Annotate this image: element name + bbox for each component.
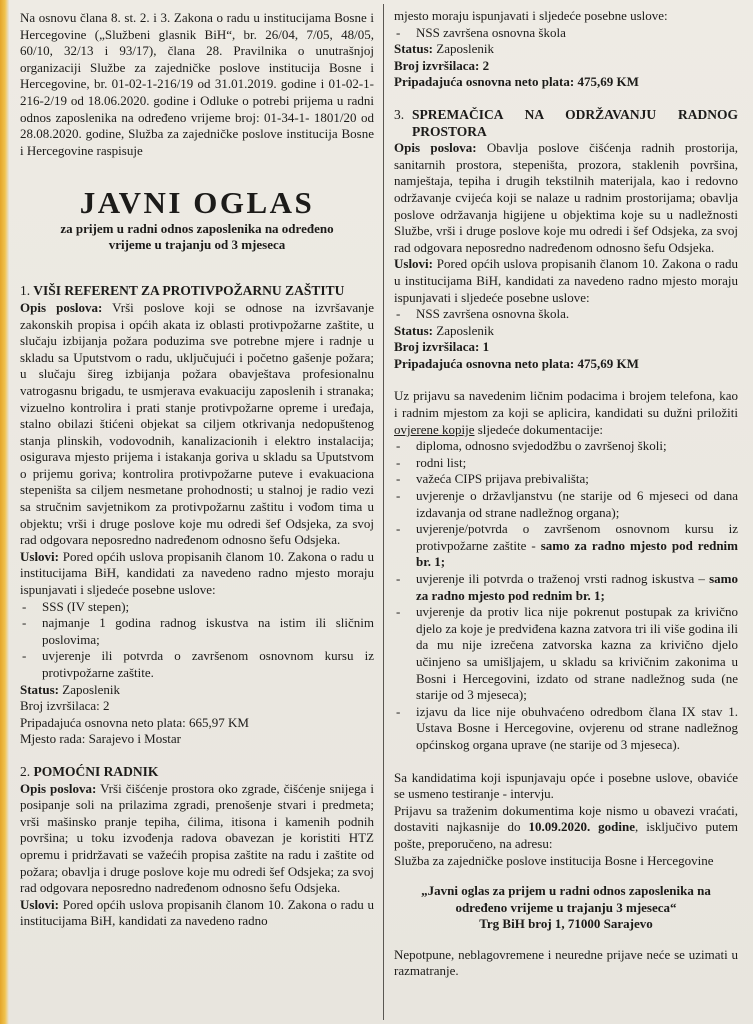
doc-bold-text: samo za radno mjesto pod rednim br. 1; — [416, 571, 738, 603]
section-2-number: 2. — [20, 763, 31, 779]
section-1-location: Mjesto rada: Sarajevo i Mostar — [20, 731, 182, 747]
section-2-status — [394, 41, 738, 58]
section-2-uslovi-label: Uslovi: — [20, 896, 59, 912]
doc-text: važeća CIPS prijava prebivališta; — [416, 471, 589, 487]
envelope-line-2: određeno vrijeme u trajanju 3 mjeseca“ — [455, 899, 677, 915]
title-block — [20, 185, 374, 253]
list-item: - uvjerenje ili potvrda o završenom osnovnom kursu iz protivpožarne zaštite. — [20, 648, 374, 681]
list-item — [394, 571, 738, 604]
section-2-salary: Pripadajuća osnovna neto plata: 475,69 KM — [394, 74, 639, 90]
list-item — [394, 438, 738, 455]
section-3-opis-label: Opis poslova: — [394, 140, 477, 156]
section-2-count: Broj izvršilaca: 2 — [394, 57, 490, 73]
section-1-opis-label: Opis poslova: — [20, 299, 103, 315]
section-1-status-value: Zaposlenik — [59, 681, 121, 697]
section-1-number: 1. — [20, 283, 31, 299]
section-1-status-label: Status: — [20, 681, 60, 697]
spacer — [394, 91, 738, 103]
documents-intro-a: Uz prijavu sa navedenim ličnim podacima i brojem telefona, kao i radnim mjestom za koji se aplicira, kandidati su dužni priložiti — [394, 388, 738, 421]
section-3 — [394, 107, 738, 373]
section-2-conditions-continued: mjesto moraju ispunjavati i sljedeće posebne uslove: — [394, 8, 668, 23]
section-3-status-value: Zaposlenik — [433, 322, 495, 338]
section-1-status — [20, 682, 374, 699]
section-2-conditions-intro — [20, 897, 374, 930]
section-2 — [20, 764, 374, 930]
section-3-description — [394, 140, 738, 256]
section-3-conditions-intro — [394, 256, 738, 306]
list-item: - najmanje 1 godina radnog iskustva na istim ili sličnim poslovima; — [20, 615, 374, 648]
section-2-title: POMOĆNI RADNIK — [33, 763, 159, 779]
column-divider — [383, 4, 384, 1020]
section-1-uslovi-text: Pored općih uslova propisanih članom 10. Zakona o radu u institucijama BiH, kandidati za navedeno radno mjesto moraju ispunjavati i sljedeće posebne uslove: — [20, 548, 374, 598]
page-edge — [0, 0, 9, 1024]
subtitle-line-1: za prijem u radni odnos zaposlenika na određeno — [60, 221, 334, 237]
section-3-opis-text: Obavlja poslove čišćenja radnih prostorija, sanitarnih prostora, stepeništa, prozora, staklenih površina, namještaja, tepiha i drugih tekstilnih materijala, kao i redovno održavanje cvijeća koji se nalaze u radnim prostorijama; obavlja poslove održavanja higijene u objektima koje su u nadležnosti Službe, vrši i druge poslove koje mu odredi i šef Odsjeka, za svoj rad odgovara neposredno nadređenom odnosno šefu Odsjeka. — [394, 140, 738, 255]
deadline-text-c: , isključivo putem pošte, preporučeno, na adresu: — [394, 819, 738, 851]
deadline-text-a: Prijavu sa traženim dokumentima koje nismo u obavezi vraćati, dostaviti najkasnije do — [394, 802, 738, 835]
final-note: Nepotpune, neblagovremene i neuredne prijave neće se uzimati u razmatranje. — [394, 946, 738, 979]
section-1 — [20, 283, 374, 748]
section-3-uslovi-label: Uslovi: — [394, 256, 433, 272]
section-3-count: Broj izvršilaca: 1 — [394, 339, 490, 355]
announcement-title: JAVNI OGLAS — [79, 185, 315, 221]
closing-deadline — [394, 803, 738, 853]
spacer — [394, 933, 738, 947]
section-3-status-label: Status: — [394, 322, 434, 338]
section-1-opis-text: Vrši poslove koji se odnose na izvršavanje zakonskih propisa i općih akata iz oblasti protivpožarne zaštite, u slučaju izbijanja požara poduzima sve potrebne mjere i radnje u skladu sa Uputstvom o radu, uključujući i početno gašenje požara; u slučaju šireg izbijanja požara obavještava profesionalnu vatrogasnu brigadu, te usmjerava evakuaciju zaposlenih i stranaka; vizuelno kontrolira i prati stanje protivpožarne opreme i uređaja, stalno obilazi štićeni objekat sa ciljem otkrivanja nedopuštenog stanja plinskih, vodovodnih, kanalizacionih i elektro instalacija; osigurava mjesto prijema i istakanja goriva u skladu sa Uputstvom o prijemu goriva; kontrolira protivpožarne puteve i evakuaciona stepeništa sa ciljem nesmetane prohodnosti; u stalnoj je radio vezi sa stručnim savjetnikom za protivpožarnu zaštitu i vođom tima u objektu; vrši i druge poslove koje mu odredi šef Odsjeka, za svoj rad odgovara neposredno nadređenom odnosno šefu Odsjeka. — [20, 299, 374, 548]
section-1-conditions-list — [20, 599, 374, 682]
list-item — [394, 521, 738, 571]
list-item — [394, 471, 738, 488]
spacer — [20, 748, 374, 760]
doc-text: diploma, odnosno svjedodžbu o završenoj školi; — [416, 438, 667, 454]
section-2-heading — [20, 764, 374, 781]
section-3-conditions-list — [394, 306, 738, 323]
envelope-label — [394, 883, 738, 933]
list-item — [394, 704, 738, 754]
section-2-status-value: Zaposlenik — [433, 41, 495, 57]
list-item — [394, 455, 738, 472]
doc-text: uvjerenje o državljanstvu (ne starije od 6 mjeseci od dana izdavanja od strane nadležnog organa); — [416, 488, 738, 520]
doc-text: uvjerenje da protiv lica nije pokrenut postupak za krivično djelo za koje je predviđena kazna zatvora tri ili više godina ili da mu nije izrečena zatvorska kazna za krivično djelo učinjeno sa umišljajem, u skladu sa krivičnim zakonima u Bosni i Hercegovini, izdato od strane nadležnog suda (ne starije od 3 mjeseca); — [416, 604, 738, 703]
section-2-opis-label: Opis poslova: — [20, 780, 97, 796]
spacer — [394, 372, 738, 388]
doc-text: uvjerenje ili potvrda o traženoj vrsti radnog iskustva – — [416, 571, 710, 586]
section-3-heading — [394, 107, 738, 140]
certified-copies-text: ovjerene kopije — [394, 421, 475, 437]
doc-bold-text: samo za radno mjesto pod rednim br. 1; — [416, 537, 738, 570]
section-3-salary: Pripadajuća osnovna neto plata: 475,69 KM — [394, 355, 639, 371]
section-1-salary: Pripadajuća osnovna neto plata: 665,97 KM — [20, 714, 249, 730]
section-1-title: VIŠI REFERENT ZA PROTIVPOŽARNU ZAŠTITU — [33, 283, 345, 299]
doc-text: rodni list; — [416, 454, 467, 470]
doc-text: uvjerenje/potvrda o završenom osnovnom kursu iz protivpožarne zaštite - — [416, 521, 738, 553]
section-2-description — [20, 781, 374, 897]
documents-intro — [394, 388, 738, 438]
envelope-line-3: Trg BiH broj 1, 71000 Sarajevo — [479, 916, 653, 932]
spacer — [394, 754, 738, 770]
address-line: Služba za zajedničke poslove institucija Bosne i Hercegovine — [394, 852, 714, 868]
left-column — [20, 0, 374, 930]
section-1-conditions-intro — [20, 549, 374, 599]
deadline-date: 10.09.2020. godine — [528, 819, 636, 835]
doc-text: izjavu da lice nije obuhvaćeno odredbom člana IX stav 1. Ustava Bosne i Hercegovine, ovjerenu od strane nadležnog općinskog organa uprave (ne starije od 3 mjeseca). — [416, 703, 738, 752]
subtitle-line-2: vrijeme u trajanju od 3 mjeseca — [108, 237, 286, 253]
documents-list — [394, 438, 738, 753]
intro-paragraph: Na osnovu člana 8. st. 2. i 3. Zakona o radu u institucijama Bosne i Hercegovine („Službeni glasnik BiH“, br. 26/04, 7/05, 48/05, 60/10, 32/13 i 93/17), člana 28. Pravilnika o unutrašnjoj organizaciji Službe za zajedničke poslove institucija Bosne i Hercegovine, br. 01-02-1-216/19 od 31.01.2019. godine i 01-02-1-216-2/19 od 18.06.2020. godine i Odluke o potrebi prijema u radni odnos zaposlenika na određeno vrijeme broj: 01-34-1- 1801/20 od 28.08.2020. godine, Služba za zajedničke poslove institucija Bosne i Hercegovine raspisuje — [20, 10, 374, 158]
section-1-heading — [20, 283, 374, 300]
list-item: - NSS završena osnovna škola. — [394, 306, 738, 323]
list-item: - NSS završena osnovna škola — [394, 25, 738, 42]
section-3-status — [394, 323, 738, 340]
section-1-count: Broj izvršilaca: 2 — [20, 698, 110, 714]
section-2-status-label: Status: — [394, 41, 434, 57]
list-item: - SSS (IV stepen); — [20, 599, 374, 616]
closing-testing: Sa kandidatima koji ispunjavaju opće i posebne uslove, obaviće se usmeno testiranje - intervju. — [394, 769, 738, 802]
spacer — [394, 869, 738, 883]
section-1-uslovi-label: Uslovi: — [20, 548, 59, 564]
list-item — [394, 488, 738, 521]
section-3-uslovi-text: Pored općih uslova propisanih članom 10. Zakona o radu u institucijama BiH, kandidati za navedeno radno mjesto moraju ispunjavati i sljedeće posebne uslove: — [394, 256, 738, 305]
section-2-uslovi-text: Pored općih uslova propisanih članom 10. Zakona o radu u institucijama BiH, kandidati za navedeno radno — [20, 896, 374, 929]
section-1-description — [20, 300, 374, 549]
section-3-title: SPREMAČICA NA ODRŽAVANJU RADNOG PROSTORA — [412, 106, 738, 139]
documents-intro-b: sljedeće dokumentacije: — [474, 421, 604, 437]
right-column — [394, 0, 738, 980]
section-2-conditions-list — [394, 25, 738, 42]
list-item — [394, 604, 738, 704]
section-3-number: 3. — [394, 106, 405, 122]
section-2-opis-text: Vrši čišćenje prostora oko zgrade, čišćenje snijega i posipanje soli na prilazima zgradi, prenošenje stvari i predmeta; vrši mašinsko pranje tepiha, ćilima, itisona i kamenih podnih površina; u toku izvođenja radova obavezan je koristiti HTZ opremu i pridržavati se važećih propisa zaštite na radu i zaštite od požara; obavlja i druge poslove koje mu odredi šef Odsjeka; za svoj rad odgovara neposredno nadređenom odnosno šefu Odsjeka. — [20, 780, 374, 896]
envelope-line-1: „Javni oglas za prijem u radni odnos zaposlenika na — [421, 883, 711, 899]
